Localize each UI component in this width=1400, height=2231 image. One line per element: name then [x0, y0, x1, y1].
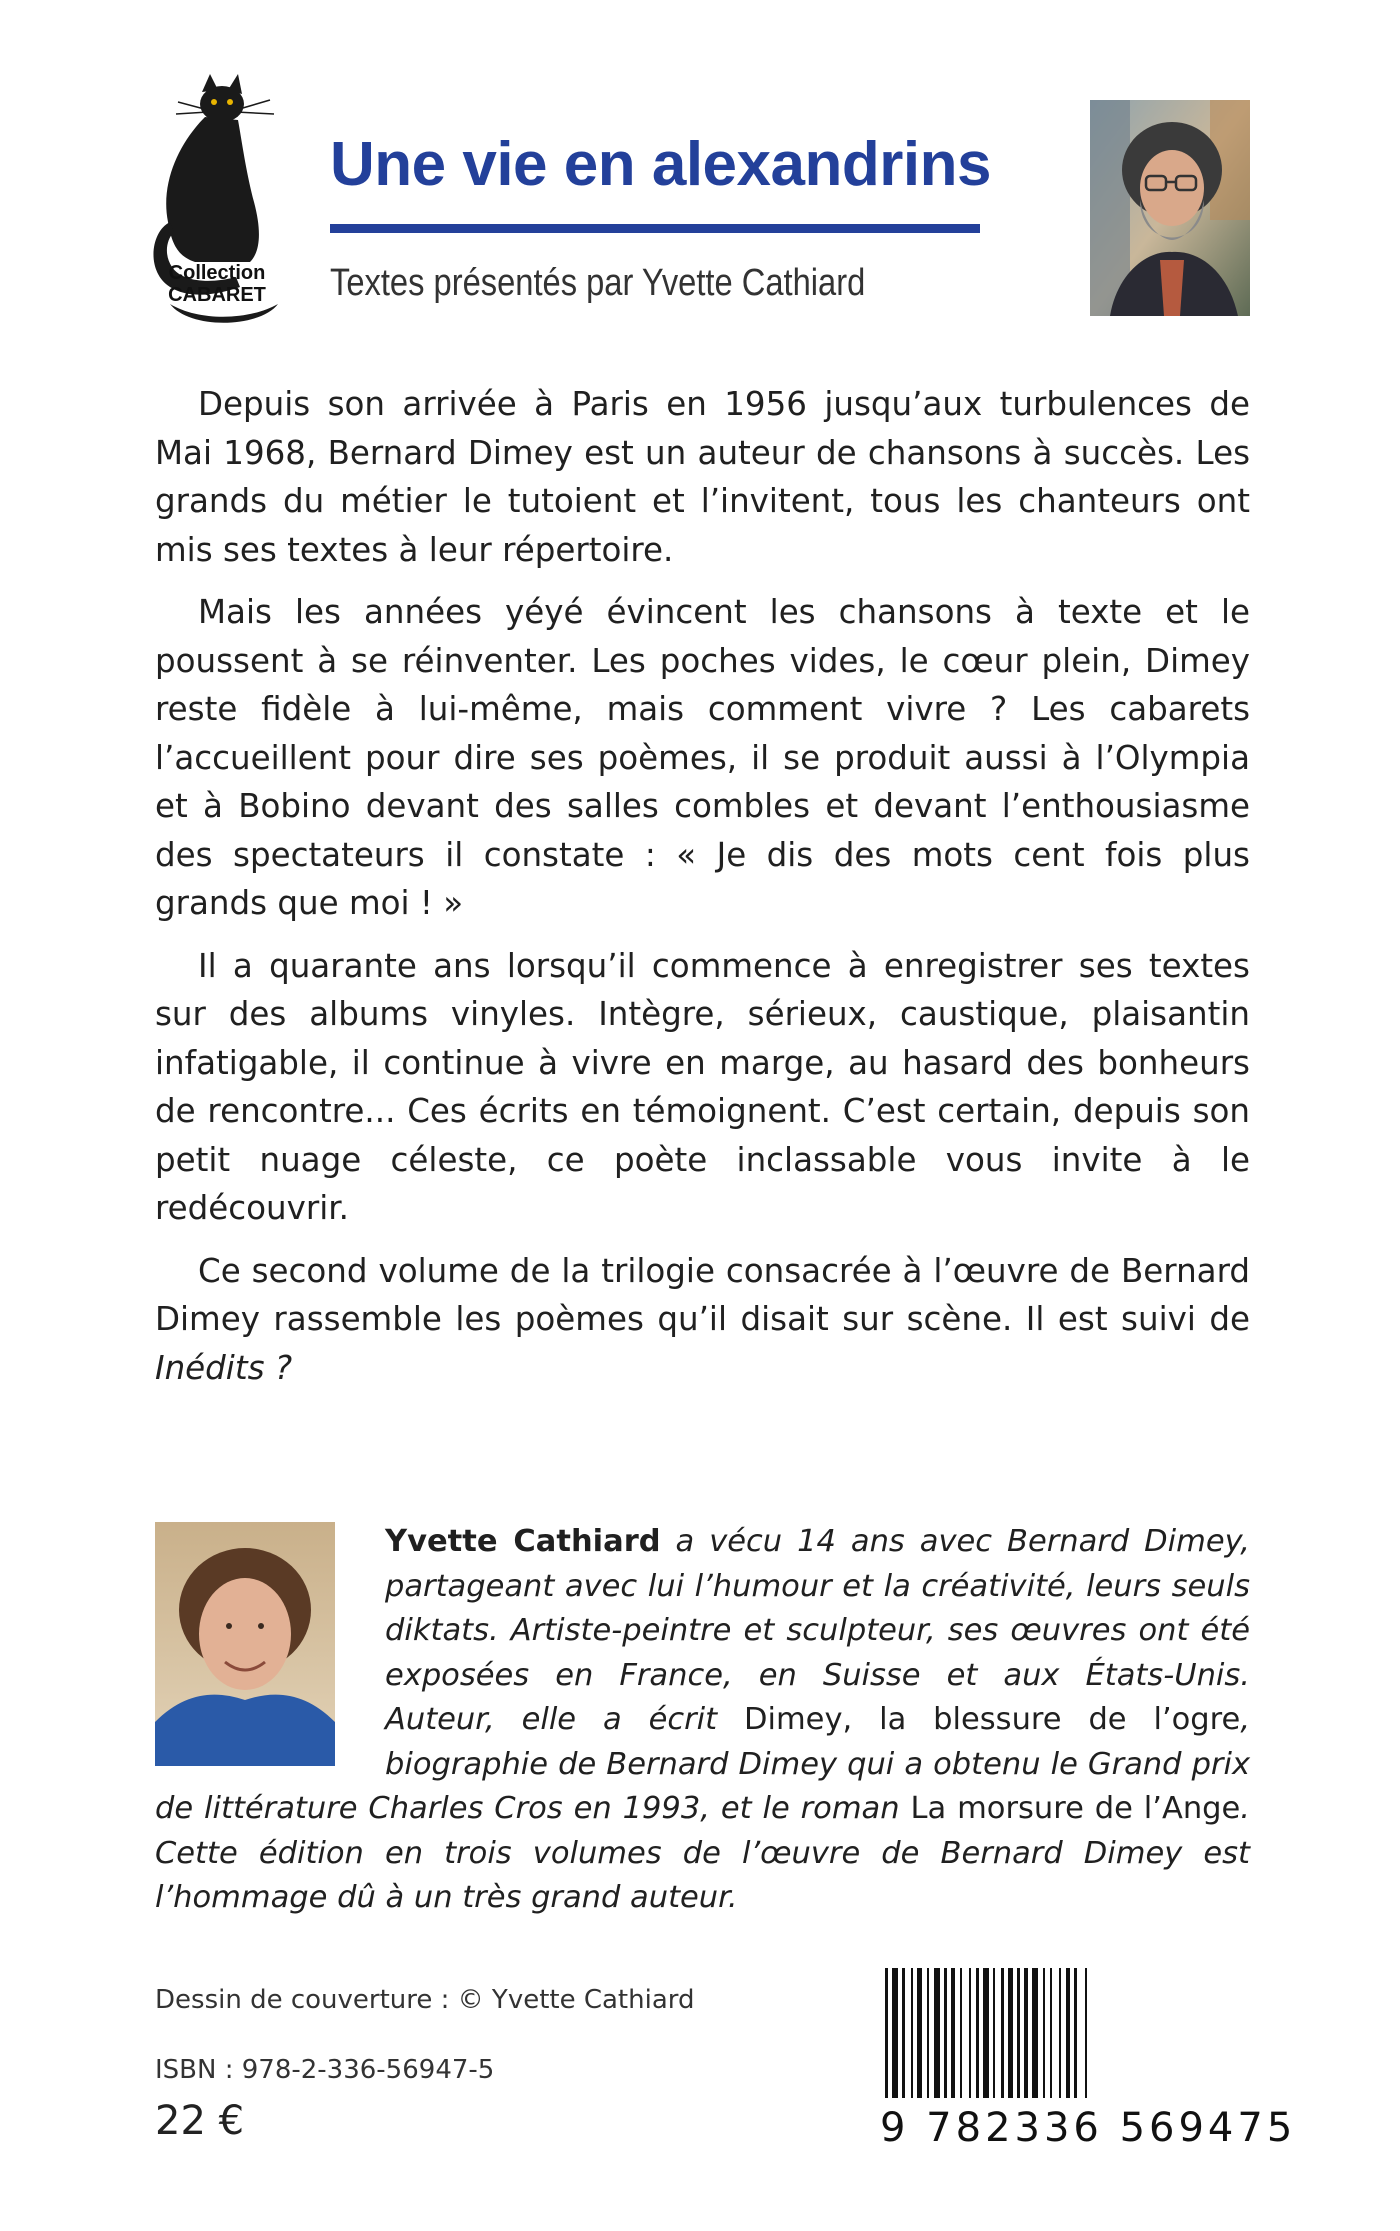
summary-paragraph-3: Il a quarante ans lorsqu’il commence à enregistrer ses textes sur des albums vinyles. Intègre, sérieux, caustique, plaisantin infatigable, il continue à vivre en marge, au hasard des bonheurs de rencontre... Ces écrits en témoignent. C’est certain, depuis son petit nuage céleste, ce poète inclassable vous invite à le redécouvrir.	[155, 946, 1250, 1227]
book-title-dimey: Dimey, la blessure de l’ogre	[744, 1702, 1241, 1737]
summary-paragraph-2: Mais les années yéyé évincent les chansons à texte et le poussent à se réinventer. Les poches vides, le cœur plein, Dimey reste fidèle à lui-même, mais comment vivre ? Les cabarets l’accueillent pour dire ses poèmes, il se produit aussi à l’Olympia et à Bobino devant des salles combles et devant l’enthousiasme des spectateurs il constate : « Je dis des mots cent fois plus grands que moi ! »	[155, 593, 1250, 922]
bio-text-2: , biographie de Bernard Dimey qui a obtenu le Grand prix de littérature Charles Cros en 1993, et le roman	[155, 1702, 1251, 1826]
collection-name	[152, 262, 282, 306]
title-underline	[330, 224, 980, 233]
author-bio	[155, 1520, 1250, 1921]
book-title-morsure: La morsure de l’Ange	[910, 1791, 1241, 1826]
inedits-title: Inédits ?	[155, 1348, 293, 1387]
bio-text-1: a vécu 14 ans avec Bernard Dimey, partageant avec lui l’humour et la créativité, leurs seuls diktats. Artiste-peintre et sculpteur, ses œuvres ont été exposées en France, en Suisse et aux États-Unis. Auteur, elle a écrit	[385, 1524, 1250, 1737]
bio-text-3: . Cette édition en trois volumes de l’œuvre de Bernard Dimey est l’hommage dû à un très grand auteur.	[155, 1791, 1250, 1915]
collection-title: CABARET	[168, 284, 266, 306]
book-title: Une vie en alexandrins	[330, 130, 991, 199]
cover-credit: Dessin de couverture : © Yvette Cathiard	[155, 1985, 695, 2015]
isbn: ISBN : 978-2-336-56947-5	[155, 2055, 495, 2085]
collection-label: Collection	[168, 262, 266, 284]
portrait-bernard-dimey	[1090, 100, 1250, 316]
summary-paragraph-4-text: Ce second volume de la trilogie consacrée à l’œuvre de Bernard Dimey rassemble les poèmes qu’il disait sur scène. Il est suivi de	[155, 1251, 1250, 1338]
price: 22 €	[155, 2098, 245, 2144]
author-name: Yvette Cathiard	[385, 1524, 661, 1559]
back-cover-summary	[155, 380, 1250, 1406]
bio-photo-space	[155, 1520, 385, 1785]
summary-paragraph-4	[155, 1247, 1250, 1393]
barcode-digits: 9 782336 569475	[880, 2105, 1297, 2151]
barcode	[885, 1968, 1255, 2193]
summary-paragraph-1: Depuis son arrivée à Paris en 1956 jusqu’aux turbulences de Mai 1968, Bernard Dimey est un auteur de chansons à succès. Les grands du métier le tutoient et l’invitent, tous les chanteurs ont mis ses textes à leur répertoire.	[155, 385, 1250, 569]
book-subtitle: Textes présentés par Yvette Cathiard	[330, 262, 866, 304]
